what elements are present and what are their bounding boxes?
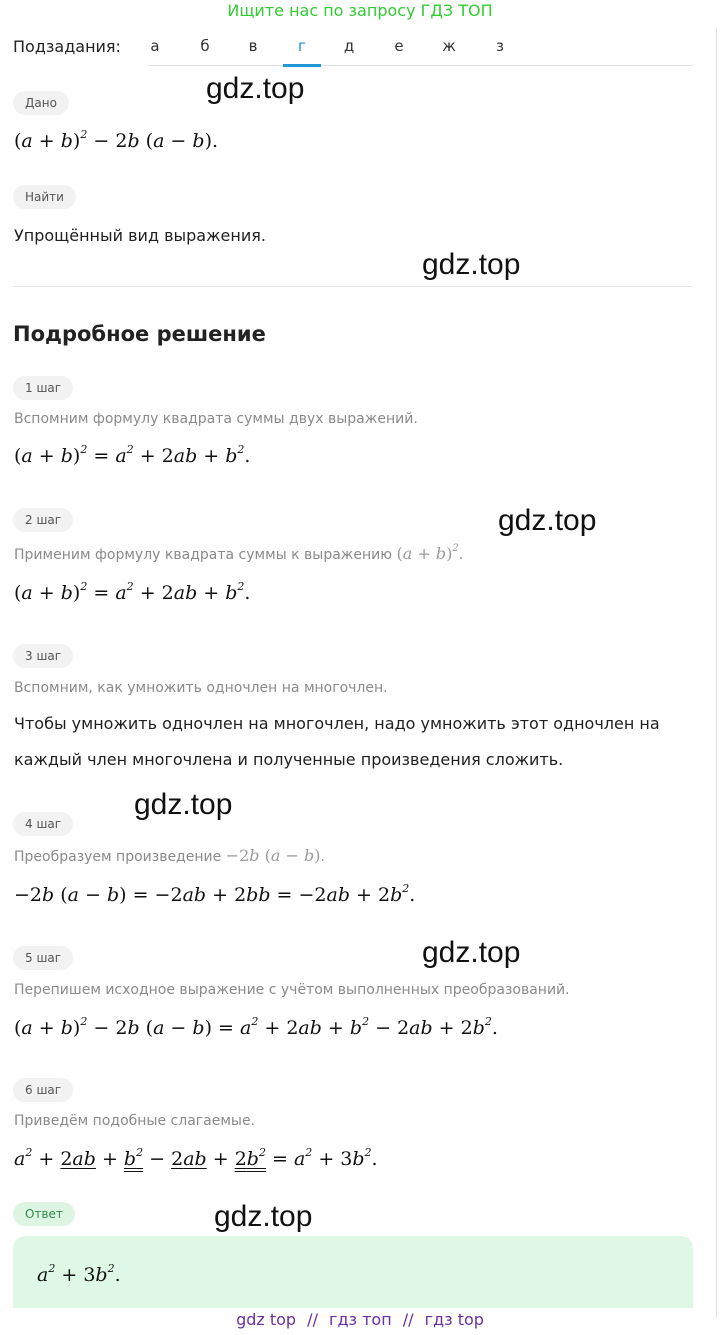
tab-z[interactable]: з — [496, 37, 504, 55]
watermark: gdz.top — [498, 504, 597, 537]
step-5-badge: 5 шаг — [13, 946, 73, 970]
solution-heading: Подробное решение — [13, 322, 266, 346]
answer-box — [13, 1236, 693, 1308]
right-border — [716, 28, 717, 1318]
step-4-badge: 4 шаг — [13, 812, 73, 836]
footer-link-3[interactable]: гдз top — [424, 1310, 484, 1329]
step-2-badge: 2 шаг — [13, 508, 73, 532]
footer-separator: // — [402, 1310, 414, 1329]
step-2-formula: $(a + b)^2 = a^2 + 2ab + b^2$. — [14, 580, 251, 604]
footer-separator: // — [307, 1310, 318, 1329]
search-banner: Ищите нас по запросу ГДЗ ТОП — [227, 1, 493, 20]
step-3-hint: Вспомним, как умножить одночлен на многочлен. — [14, 680, 388, 696]
watermark: gdz.top — [206, 72, 305, 105]
tab-b[interactable]: б — [200, 37, 210, 55]
step-6-badge: 6 шаг — [13, 1078, 73, 1102]
watermark: gdz.top — [134, 788, 233, 821]
watermark: gdz.top — [422, 936, 521, 969]
step-4-formula: −2b $(a - b) = -2ab + 2bb = -2ab + 2b^2$. — [14, 882, 416, 906]
section-divider — [13, 286, 693, 287]
tab-g[interactable]: г — [282, 28, 322, 66]
step-5-hint: Перепишем исходное выражение с учётом выполненных преобразований. — [14, 982, 570, 998]
find-badge: Найти — [13, 185, 76, 209]
step-4-hint: Преобразуем произведение −2b (a − b). — [14, 846, 325, 865]
step-3-rule-line-2: каждый член многочлена и полученные произведения сложить. — [14, 750, 564, 769]
tab-d[interactable]: д — [343, 37, 355, 55]
subtasks-bar — [13, 28, 693, 66]
subtasks-divider — [148, 65, 693, 66]
watermark: gdz.top — [214, 1200, 313, 1233]
step-2-hint-text: Применим формулу квадрата суммы к выражению — [14, 547, 393, 563]
step-1-badge: 1 шаг — [13, 376, 73, 400]
step-1-hint: Вспомним формулу квадрата суммы двух выражений. — [14, 411, 418, 427]
given-expression: $(a + b)^2 - 2b$ (a − b). — [14, 128, 219, 152]
step-1-formula: $(a + b)^2 = a^2 + 2ab + b^2$. — [14, 443, 251, 467]
tab-zh[interactable]: ж — [442, 37, 456, 55]
subtasks-label: Подзадания: — [13, 37, 121, 56]
find-text: Упрощённый вид выражения. — [14, 226, 266, 245]
step-6-hint: Приведём подобные слагаемые. — [14, 1113, 256, 1129]
tab-v[interactable]: в — [248, 37, 258, 55]
given-badge: Дано — [13, 91, 69, 115]
answer-badge: Ответ — [13, 1202, 75, 1226]
step-2-hint: Применим формулу квадрата суммы к выражению $(a + b)^2$. — [14, 543, 464, 563]
step-3-badge: 3 шаг — [13, 644, 73, 668]
step-3-rule-line-1: Чтобы умножить одночлен на многочлен, надо умножить этот одночлен на — [14, 714, 660, 733]
footer-links — [0, 1308, 720, 1332]
tab-a[interactable]: а — [150, 37, 160, 55]
tab-e[interactable]: е — [394, 37, 404, 55]
footer-link-2[interactable]: гдз топ — [329, 1310, 392, 1329]
footer-link-1[interactable]: gdz top — [236, 1310, 297, 1329]
watermark: gdz.top — [422, 248, 521, 281]
step-4-hint-text: Преобразуем произведение — [14, 849, 222, 865]
answer-expression: $a^2 + 3b^2$. — [37, 1262, 121, 1286]
step-6-formula: $a^2 + 2ab + b^2 - 2ab + 2b^2 = a^2 + 3b^2$. — [14, 1146, 378, 1170]
step-5-formula: $(a + b)^2 - 2b$ $(a - b) = a^2 + 2ab + b^2 - 2ab + 2b^2$. — [14, 1015, 498, 1039]
